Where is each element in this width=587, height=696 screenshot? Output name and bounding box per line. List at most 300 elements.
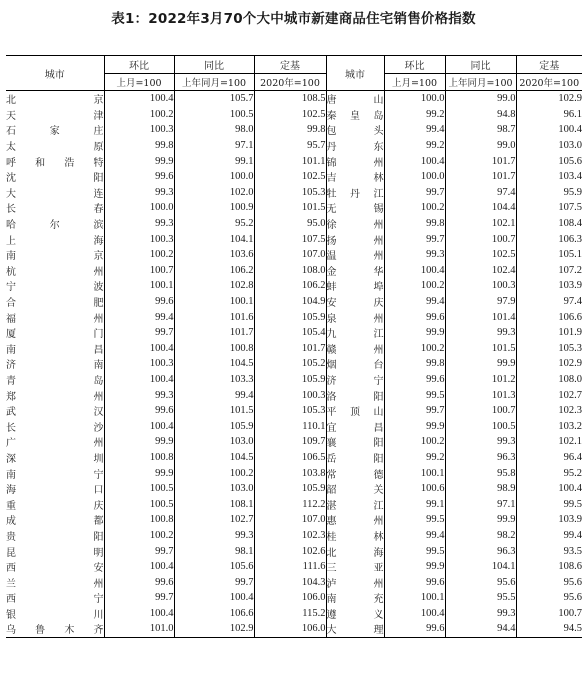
yoy-cell: 105.9: [174, 418, 254, 434]
yoy-cell: 104.4: [445, 200, 516, 216]
city-cell: 平顶山: [326, 403, 384, 419]
mom-header: 环比: [384, 56, 445, 74]
yoy-header: 同比: [174, 56, 254, 74]
mom-cell: 99.4: [384, 294, 445, 310]
city-cell: 丹东: [326, 138, 384, 154]
table-row: [6, 606, 582, 622]
city-cell: 烟台: [326, 356, 384, 372]
mom-cell: 99.6: [384, 574, 445, 590]
mom-cell: 99.7: [104, 325, 174, 341]
city-cell: 上海: [6, 235, 104, 247]
mom-cell: 99.8: [384, 356, 445, 372]
base-cell: 102.9: [516, 91, 582, 107]
table-title: 表1：2022年3月70个大中城市新建商品住宅销售价格指数: [111, 11, 476, 27]
mom-cell: 100.7: [104, 263, 174, 279]
city-cell: 广州: [6, 438, 104, 450]
yoy-cell: 100.2: [174, 465, 254, 481]
base-cell: 101.1: [254, 153, 326, 169]
city-cell: 安庆: [326, 294, 384, 310]
yoy-cell: 100.8: [174, 341, 254, 357]
city-cell: 沈阳: [6, 173, 104, 185]
mom-cell: 99.9: [384, 325, 445, 341]
table-row: [6, 91, 582, 107]
base-cell: 102.3: [516, 403, 582, 419]
yoy-cell: 102.0: [174, 185, 254, 201]
yoy-cell: 101.7: [445, 169, 516, 185]
city-cell: 西宁: [6, 594, 104, 606]
mom-header: 环比: [104, 56, 174, 74]
city-header: 城市: [6, 56, 104, 91]
yoy-cell: 100.5: [174, 107, 254, 123]
yoy-cell: 97.1: [445, 496, 516, 512]
table-row: [6, 496, 582, 512]
mom-cell: 99.5: [384, 512, 445, 528]
base-cell: 102.5: [254, 169, 326, 185]
city-cell: 海口: [6, 485, 104, 497]
city-cell: 太原: [6, 142, 104, 154]
yoy-cell: 99.3: [445, 434, 516, 450]
yoy-cell: 101.4: [445, 309, 516, 325]
city-cell: 厦门: [6, 329, 104, 341]
yoy-cell: 102.4: [445, 263, 516, 279]
city-cell: 遵义: [326, 606, 384, 622]
mom-cell: 100.5: [104, 496, 174, 512]
base-header: 定基: [254, 56, 326, 74]
table-row: [6, 387, 582, 403]
yoy-cell: 98.9: [445, 481, 516, 497]
base-cell: 102.7: [516, 387, 582, 403]
mom-cell: 99.9: [104, 434, 174, 450]
base-cell: 108.0: [254, 263, 326, 279]
mom-cell: 100.4: [104, 91, 174, 107]
yoy-cell: 95.8: [445, 465, 516, 481]
city-cell: 长沙: [6, 422, 104, 434]
mom-cell: 99.3: [104, 216, 174, 232]
mom-cell: 99.4: [384, 528, 445, 544]
base-cell: 107.5: [516, 200, 582, 216]
yoy-cell: 103.3: [174, 372, 254, 388]
table-row: [6, 231, 582, 247]
yoy-cell: 96.3: [445, 543, 516, 559]
mom-cell: 100.8: [104, 512, 174, 528]
base-cell: 106.3: [516, 231, 582, 247]
yoy-cell: 98.2: [445, 528, 516, 544]
city-cell: 惠州: [326, 512, 384, 528]
base-cell: 101.9: [516, 325, 582, 341]
table-row: [6, 450, 582, 466]
yoy-cell: 105.7: [174, 91, 254, 107]
city-cell: 宜昌: [326, 418, 384, 434]
yoy-subheader: 上年同月=100: [445, 74, 516, 91]
city-cell: 银川: [6, 609, 104, 621]
yoy-cell: 100.4: [174, 590, 254, 606]
table-row: [6, 200, 582, 216]
mom-cell: 99.4: [104, 309, 174, 325]
yoy-cell: 104.1: [445, 559, 516, 575]
table-row: [6, 185, 582, 201]
base-cell: 95.6: [516, 590, 582, 606]
base-cell: 99.4: [516, 528, 582, 544]
yoy-cell: 108.1: [174, 496, 254, 512]
base-cell: 95.6: [516, 574, 582, 590]
city-cell: 哈尔滨: [6, 220, 104, 232]
yoy-cell: 101.5: [174, 403, 254, 419]
table-row: [6, 138, 582, 154]
base-cell: 97.4: [516, 294, 582, 310]
base-cell: 100.4: [516, 122, 582, 138]
yoy-cell: 102.1: [445, 216, 516, 232]
yoy-cell: 99.3: [445, 606, 516, 622]
city-cell: 石家庄: [6, 126, 104, 138]
yoy-header: 同比: [445, 56, 516, 74]
mom-cell: 100.8: [104, 450, 174, 466]
yoy-cell: 100.7: [445, 231, 516, 247]
city-cell: 青岛: [6, 375, 104, 387]
mom-cell: 100.0: [384, 91, 445, 107]
table-row: [6, 294, 582, 310]
mom-cell: 99.5: [384, 543, 445, 559]
base-cell: 105.9: [254, 372, 326, 388]
city-cell: 襄阳: [326, 434, 384, 450]
yoy-cell: 100.1: [174, 294, 254, 310]
table-row: [6, 543, 582, 559]
city-cell: 乌鲁木齐: [6, 621, 104, 637]
mom-cell: 99.3: [104, 185, 174, 201]
mom-cell: 99.4: [384, 122, 445, 138]
city-cell: 秦皇岛: [326, 107, 384, 123]
base-cell: 106.2: [254, 278, 326, 294]
mom-cell: 99.2: [384, 138, 445, 154]
yoy-cell: 103.6: [174, 247, 254, 263]
yoy-cell: 98.1: [174, 543, 254, 559]
mom-cell: 99.7: [384, 185, 445, 201]
base-cell: 99.8: [254, 122, 326, 138]
mom-cell: 99.7: [104, 543, 174, 559]
base-cell: 105.1: [516, 247, 582, 263]
base-cell: 112.2: [254, 496, 326, 512]
mom-cell: 99.2: [384, 450, 445, 466]
base-cell: 103.8: [254, 465, 326, 481]
table-row: [6, 528, 582, 544]
mom-cell: 100.4: [104, 418, 174, 434]
base-cell: 106.6: [516, 309, 582, 325]
table-row: [6, 263, 582, 279]
base-cell: 99.5: [516, 496, 582, 512]
city-cell: 北海: [326, 543, 384, 559]
mom-cell: 99.9: [384, 559, 445, 575]
city-header: 城市: [326, 56, 384, 91]
mom-cell: 100.0: [384, 169, 445, 185]
table-row: [6, 309, 582, 325]
city-cell: 合肥: [6, 298, 104, 310]
yoy-cell: 101.6: [174, 309, 254, 325]
base-cell: 105.2: [254, 356, 326, 372]
base-cell: 105.9: [254, 481, 326, 497]
mom-cell: 100.4: [384, 263, 445, 279]
yoy-cell: 96.3: [445, 450, 516, 466]
mom-cell: 100.1: [384, 590, 445, 606]
mom-cell: 100.2: [384, 434, 445, 450]
yoy-cell: 100.3: [445, 278, 516, 294]
base-cell: 107.2: [516, 263, 582, 279]
city-cell: 吉林: [326, 169, 384, 185]
table-row: [6, 356, 582, 372]
yoy-cell: 104.1: [174, 231, 254, 247]
yoy-cell: 100.5: [445, 418, 516, 434]
city-cell: 韶关: [326, 481, 384, 497]
base-cell: 95.0: [254, 216, 326, 232]
table-row: [6, 372, 582, 388]
yoy-cell: 100.9: [174, 200, 254, 216]
base-cell: 103.9: [516, 512, 582, 528]
yoy-cell: 99.1: [174, 153, 254, 169]
city-cell: 济宁: [326, 372, 384, 388]
table-row: [6, 465, 582, 481]
yoy-cell: 95.6: [445, 574, 516, 590]
mom-cell: 100.2: [384, 341, 445, 357]
mom-cell: 99.6: [384, 309, 445, 325]
base-cell: 105.3: [254, 403, 326, 419]
table-row: [6, 341, 582, 357]
mom-cell: 99.6: [104, 294, 174, 310]
base-cell: 102.1: [516, 434, 582, 450]
city-cell: 天津: [6, 110, 104, 122]
base-cell: 102.5: [254, 107, 326, 123]
yoy-cell: 104.5: [174, 450, 254, 466]
base-cell: 102.3: [254, 528, 326, 544]
mom-cell: 100.4: [384, 153, 445, 169]
base-cell: 108.4: [516, 216, 582, 232]
city-cell: 深圳: [6, 453, 104, 465]
mom-cell: 100.4: [384, 606, 445, 622]
yoy-cell: 95.2: [174, 216, 254, 232]
yoy-cell: 97.9: [445, 294, 516, 310]
city-cell: 桂林: [326, 528, 384, 544]
header-row: [6, 56, 582, 74]
city-cell: 常德: [326, 465, 384, 481]
city-cell: 南昌: [6, 344, 104, 356]
table-row: [6, 122, 582, 138]
base-cell: 94.5: [516, 621, 582, 637]
mom-cell: 100.4: [104, 341, 174, 357]
yoy-cell: 99.3: [174, 528, 254, 544]
mom-cell: 100.4: [104, 372, 174, 388]
city-cell: 南京: [6, 251, 104, 263]
base-cell: 104.9: [254, 294, 326, 310]
city-cell: 大连: [6, 188, 104, 200]
yoy-cell: 104.5: [174, 356, 254, 372]
city-cell: 蚌埠: [326, 278, 384, 294]
base-cell: 103.2: [516, 418, 582, 434]
yoy-cell: 99.0: [445, 138, 516, 154]
base-cell: 107.0: [254, 512, 326, 528]
table-row: [6, 621, 582, 637]
yoy-cell: 101.3: [445, 387, 516, 403]
yoy-cell: 102.9: [174, 621, 254, 637]
base-cell: 108.0: [516, 372, 582, 388]
yoy-cell: 101.5: [445, 341, 516, 357]
city-cell: 锦州: [326, 153, 384, 169]
yoy-cell: 98.7: [445, 122, 516, 138]
yoy-cell: 102.5: [445, 247, 516, 263]
mom-cell: 99.6: [104, 403, 174, 419]
yoy-cell: 94.8: [445, 107, 516, 123]
base-cell: 96.1: [516, 107, 582, 123]
yoy-subheader: 上年同月=100: [174, 74, 254, 91]
table-row: [6, 574, 582, 590]
city-cell: 福州: [6, 313, 104, 325]
mom-cell: 100.5: [104, 481, 174, 497]
yoy-cell: 99.7: [174, 574, 254, 590]
city-cell: 昆明: [6, 547, 104, 559]
yoy-cell: 97.4: [445, 185, 516, 201]
yoy-cell: 99.3: [445, 325, 516, 341]
mom-cell: 100.0: [104, 200, 174, 216]
mom-cell: 99.3: [104, 387, 174, 403]
table-row: [6, 153, 582, 169]
base-cell: 100.3: [254, 387, 326, 403]
table-row: [6, 481, 582, 497]
city-cell: 宁波: [6, 282, 104, 294]
mom-cell: 99.6: [104, 169, 174, 185]
city-cell: 重庆: [6, 500, 104, 512]
table-row: [6, 278, 582, 294]
mom-cell: 99.6: [104, 574, 174, 590]
base-cell: 105.6: [516, 153, 582, 169]
yoy-cell: 106.6: [174, 606, 254, 622]
city-cell: 泸州: [326, 574, 384, 590]
mom-cell: 99.9: [384, 418, 445, 434]
city-cell: 大理: [326, 621, 384, 637]
mom-cell: 99.7: [384, 403, 445, 419]
mom-cell: 100.6: [384, 481, 445, 497]
city-cell: 唐山: [326, 91, 384, 107]
base-cell: 105.3: [254, 185, 326, 201]
yoy-cell: 95.5: [445, 590, 516, 606]
yoy-cell: 101.7: [174, 325, 254, 341]
base-cell: 105.9: [254, 309, 326, 325]
city-cell: 长春: [6, 204, 104, 216]
yoy-cell: 102.8: [174, 278, 254, 294]
city-cell: 温州: [326, 247, 384, 263]
city-cell: 扬州: [326, 231, 384, 247]
mom-subheader: 上月=100: [104, 74, 174, 91]
base-cell: 95.2: [516, 465, 582, 481]
city-cell: 南充: [326, 590, 384, 606]
yoy-cell: 100.0: [174, 169, 254, 185]
yoy-cell: 105.6: [174, 559, 254, 575]
base-cell: 103.4: [516, 169, 582, 185]
table-row: [6, 590, 582, 606]
city-cell: 徐州: [326, 216, 384, 232]
mom-cell: 99.3: [384, 247, 445, 263]
table-row: [6, 418, 582, 434]
base-cell: 106.5: [254, 450, 326, 466]
mom-cell: 99.9: [104, 465, 174, 481]
base-cell: 108.5: [254, 91, 326, 107]
base-cell: 95.7: [254, 138, 326, 154]
base-cell: 104.3: [254, 574, 326, 590]
mom-cell: 99.2: [384, 107, 445, 123]
mom-cell: 99.6: [384, 372, 445, 388]
table-row: [6, 247, 582, 263]
mom-cell: 99.8: [384, 216, 445, 232]
base-cell: 103.9: [516, 278, 582, 294]
mom-cell: 99.6: [384, 621, 445, 637]
city-cell: 泉州: [326, 309, 384, 325]
table-row: [6, 434, 582, 450]
yoy-cell: 99.9: [445, 512, 516, 528]
base-cell: 115.2: [254, 606, 326, 622]
yoy-cell: 99.0: [445, 91, 516, 107]
mom-subheader: 上月=100: [384, 74, 445, 91]
yoy-cell: 106.2: [174, 263, 254, 279]
base-subheader: 2020年=100: [254, 74, 326, 91]
mom-cell: 100.2: [104, 528, 174, 544]
table-row: [6, 512, 582, 528]
base-cell: 102.6: [254, 543, 326, 559]
mom-cell: 100.4: [104, 606, 174, 622]
base-cell: 101.5: [254, 200, 326, 216]
yoy-cell: 97.1: [174, 138, 254, 154]
price-index-table: [6, 55, 582, 638]
city-cell: 牡丹江: [326, 185, 384, 201]
mom-cell: 100.2: [104, 247, 174, 263]
mom-cell: 99.7: [384, 231, 445, 247]
mom-cell: 100.2: [384, 278, 445, 294]
city-cell: 西安: [6, 563, 104, 575]
city-cell: 杭州: [6, 266, 104, 278]
mom-cell: 100.2: [104, 107, 174, 123]
city-cell: 湛江: [326, 496, 384, 512]
mom-cell: 100.4: [104, 559, 174, 575]
table-row: [6, 107, 582, 123]
base-cell: 95.9: [516, 185, 582, 201]
mom-cell: 100.1: [104, 278, 174, 294]
mom-cell: 99.5: [384, 387, 445, 403]
mom-cell: 99.8: [104, 138, 174, 154]
mom-cell: 99.1: [384, 496, 445, 512]
city-cell: 南宁: [6, 469, 104, 481]
base-cell: 93.5: [516, 543, 582, 559]
base-cell: 105.4: [254, 325, 326, 341]
mom-cell: 100.3: [104, 231, 174, 247]
yoy-cell: 94.4: [445, 621, 516, 637]
city-cell: 九江: [326, 325, 384, 341]
base-cell: 100.4: [516, 481, 582, 497]
city-cell: 兰州: [6, 578, 104, 590]
city-cell: 包头: [326, 122, 384, 138]
mom-cell: 100.3: [104, 356, 174, 372]
base-cell: 103.0: [516, 138, 582, 154]
base-cell: 100.7: [516, 606, 582, 622]
city-cell: 呼和浩特: [6, 157, 104, 169]
base-cell: 101.7: [254, 341, 326, 357]
city-cell: 三亚: [326, 559, 384, 575]
city-cell: 郑州: [6, 391, 104, 403]
city-cell: 贵阳: [6, 531, 104, 543]
yoy-cell: 98.0: [174, 122, 254, 138]
base-cell: 106.0: [254, 590, 326, 606]
mom-cell: 99.7: [104, 590, 174, 606]
city-cell: 济南: [6, 360, 104, 372]
mom-cell: 100.2: [384, 200, 445, 216]
base-cell: 109.7: [254, 434, 326, 450]
table-row: [6, 403, 582, 419]
yoy-cell: 101.2: [445, 372, 516, 388]
base-cell: 111.6: [254, 559, 326, 575]
base-header: 定基: [516, 56, 582, 74]
